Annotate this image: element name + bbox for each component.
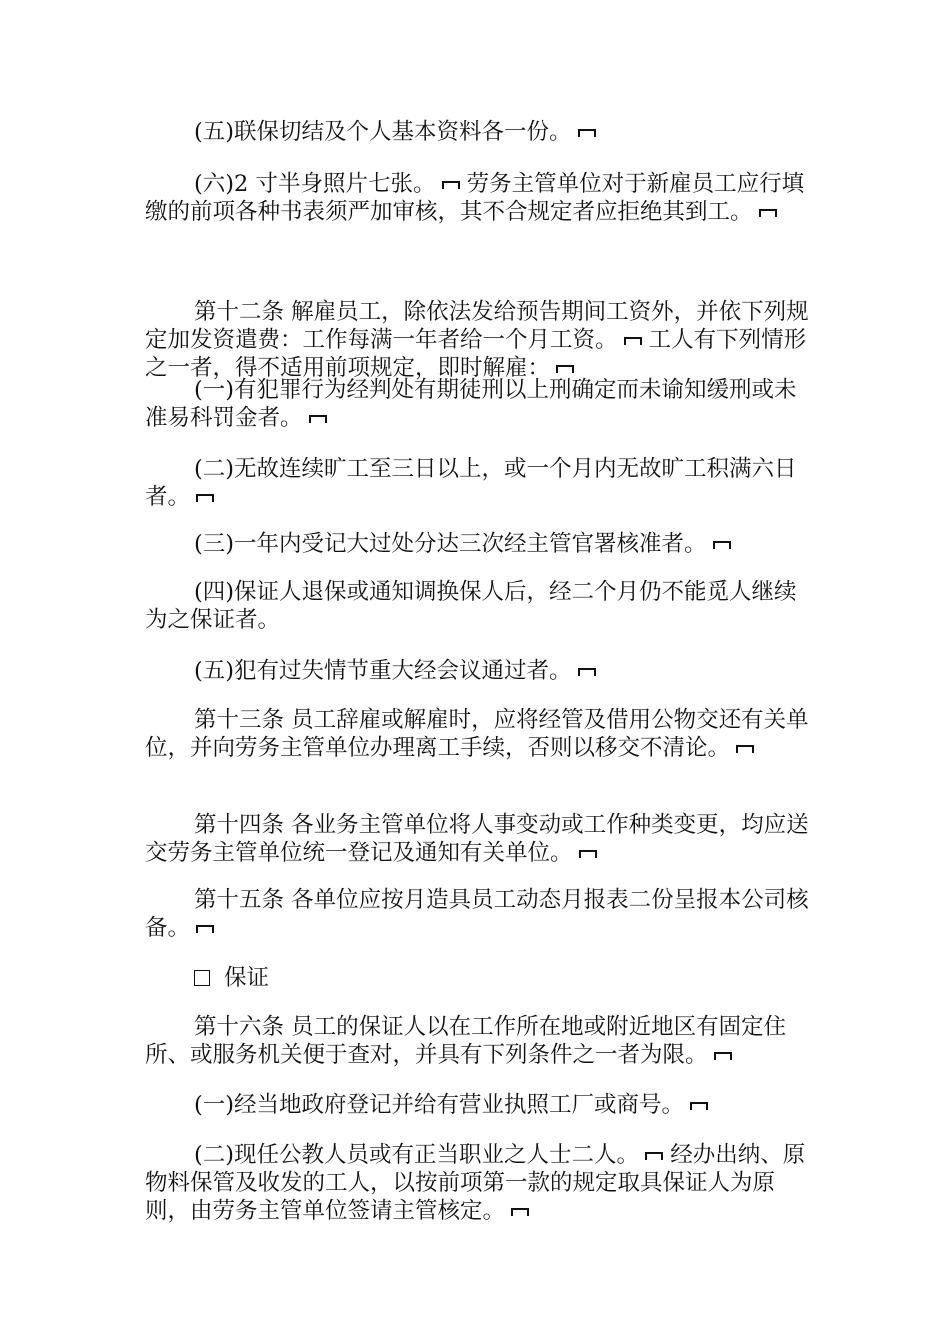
paragraph-text-continued: 经办出纳、原物料保管及收发的工人，以按前项第一款的规定取具保证人为原则，由劳务主管单位签请主管核定。 — [145, 1142, 806, 1224]
paragraph-end-mark-icon — [309, 415, 327, 423]
paragraph-item-5 — [145, 118, 813, 146]
paragraph-text: (二)无故连续旷工至三日以上，或一个月内无故旷工积满六日者。 — [145, 456, 797, 510]
paragraph-end-mark-icon — [442, 181, 460, 189]
paragraph-end-mark-icon — [196, 494, 214, 502]
dismissal-item-2 — [145, 455, 813, 511]
paragraph-end-mark-icon — [713, 541, 731, 549]
paragraph-end-mark-icon — [736, 745, 754, 753]
paragraph-text: (一)经当地政府登记并给有营业执照工厂或商号。 — [194, 1092, 685, 1118]
paragraph-text: (五)犯有过失情节重大经会议通过者。 — [194, 658, 572, 684]
paragraph-end-mark-icon — [196, 925, 214, 933]
section-heading-guarantee — [145, 964, 813, 992]
article-15 — [145, 886, 813, 942]
paragraph-text-continued: 劳务主管单位对于新雇员工应行填缴的前项各种书表须严加审核，其不合规定者应拒绝其到工。 — [145, 171, 805, 225]
guarantor-item-1 — [145, 1091, 813, 1119]
paragraph-end-mark-icon — [645, 1152, 663, 1160]
paragraph-text-continued: 工人有下列情形之一者，得不适用前项规定，即时解雇： — [145, 327, 807, 381]
paragraph-text: 第十五条 各单位应按月造具员工动态月报表二份呈报本公司核备。 — [145, 887, 809, 941]
paragraph-text: 第十四条 各业务主管单位将人事变动或工作种类变更，均应送交劳务主管单位统一登记及通知有关单位。 — [145, 812, 809, 866]
paragraph-text: (四)保证人退保或通知调换保人后，经二个月仍不能觅人继续为之保证者。 — [145, 579, 797, 633]
dismissal-item-3 — [145, 530, 813, 558]
checkbox-icon — [194, 970, 210, 986]
paragraph-text: 第十三条 员工辞雇或解雇时，应将经管及借用公物交还有关单位，并向劳务主管单位办理离工手续，否则以移交不清论。 — [145, 707, 809, 761]
dismissal-item-4 — [145, 578, 813, 634]
paragraph-end-mark-icon — [690, 1102, 708, 1110]
paragraph-text: (二)现任公教人员或有正当职业之人士二人。 — [194, 1142, 640, 1168]
paragraph-end-mark-icon — [578, 129, 596, 137]
paragraph-text: (五)联保切结及个人基本资料各一份。 — [194, 119, 572, 145]
paragraph-end-mark-icon — [714, 1052, 732, 1060]
dismissal-item-5 — [145, 657, 813, 685]
paragraph-text: (六)2 寸半身照片七张。 — [194, 171, 436, 197]
article-12 — [145, 298, 813, 382]
paragraph-end-mark-icon — [578, 668, 596, 676]
paragraph-end-mark-icon — [511, 1208, 529, 1216]
paragraph-end-mark-icon — [579, 850, 597, 858]
paragraph-end-mark-icon — [759, 209, 777, 217]
paragraph-item-6 — [145, 170, 813, 226]
paragraph-text: 第十六条 员工的保证人以在工作所在地或附近地区有固定住所、或服务机关便于查对，并具有下列条件之一者为限。 — [145, 1014, 787, 1068]
paragraph-end-mark-icon — [556, 365, 574, 373]
article-16 — [145, 1013, 813, 1069]
paragraph-text: 第十二条 解雇员工，除依法发给预告期间工资外，并依下列规定加发资遣费：工作每满一年者给一个月工资。 — [145, 299, 809, 353]
article-14 — [145, 811, 813, 867]
paragraph-text: (三)一年内受记大过处分达三次经主管官署核准者。 — [194, 531, 707, 557]
section-heading-text: 保证 — [224, 965, 270, 991]
paragraph-text: (一)有犯罪行为经判处有期徒刑以上刑确定而未谕知缓刑或未准易科罚金者。 — [145, 377, 797, 431]
paragraph-end-mark-icon — [624, 337, 642, 345]
dismissal-item-1 — [145, 376, 813, 432]
guarantor-item-2 — [145, 1141, 813, 1225]
article-13 — [145, 706, 813, 762]
